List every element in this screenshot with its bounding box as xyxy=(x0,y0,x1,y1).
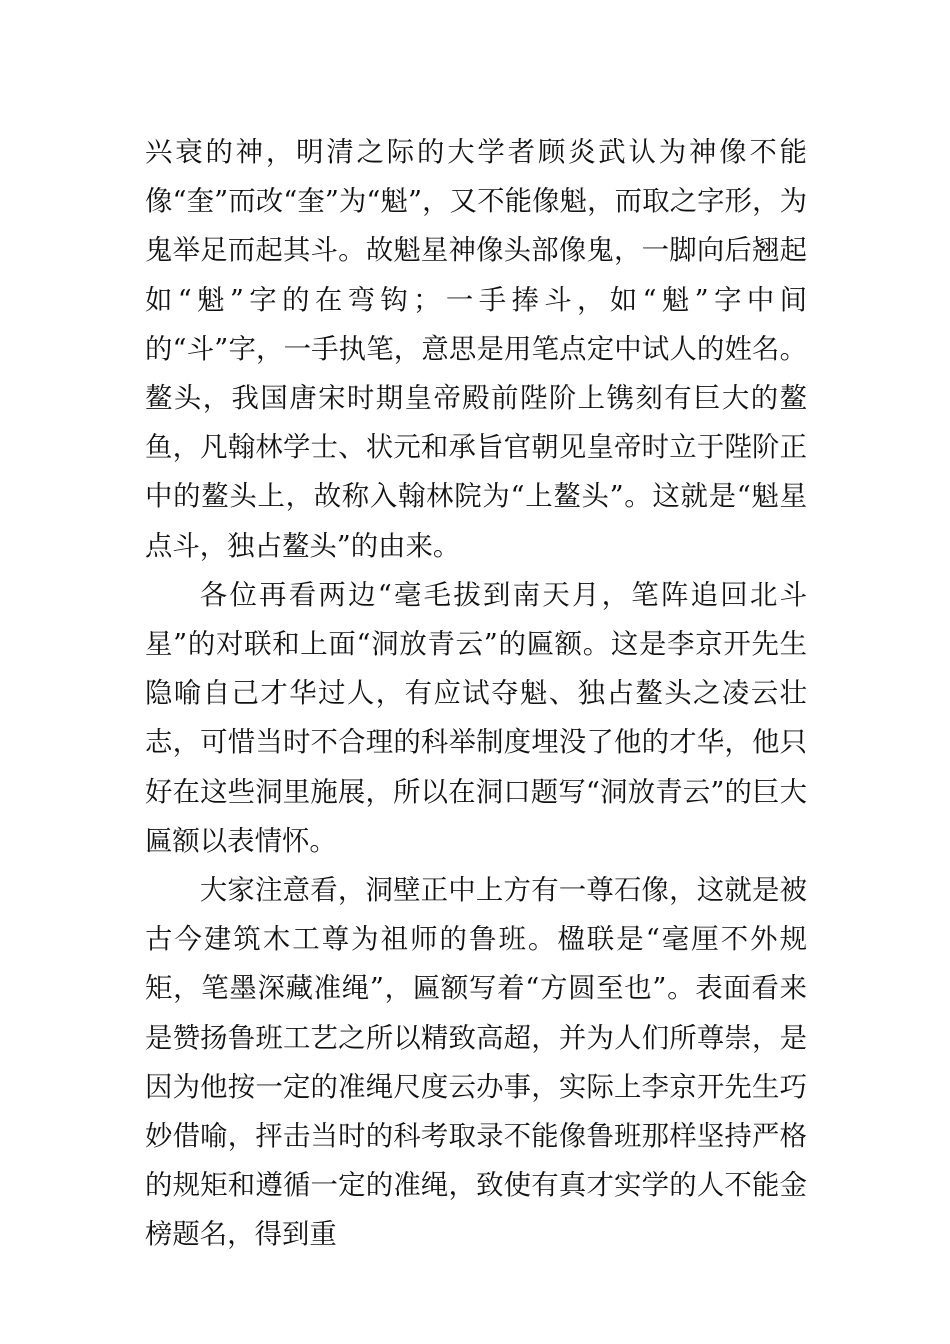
paragraph-luban: 大家注意看，洞壁正中上方有一尊石像，这就是被古今建筑木工尊为祖师的鲁班。楹联是“毫厘不外规矩，笔墨深藏准绳”，匾额写着“方圆至也”。表面看来是赞扬鲁班工艺之所以精致高超，并为人们所尊崇，是因为他按一定的准绳尺度云办事，实际上李京开先生巧妙借喻，抨击当时的科考取录不能像鲁班那样坚持严格的规矩和遵循一定的准绳，致使有真才实学的人不能金榜题名，得到重 xyxy=(145,875,807,1251)
paragraph-couplet: 各位再看两边“毫毛拔到南天月，笔阵追回北斗星”的对联和上面“洞放青云”的匾额。这是李京开先生隐喻自己才华过人，有应试夺魁、独占鳌头之凌云壮志，可惜当时不合理的科举制度埋没了他的才华，他只好在这些洞里施展，所以在洞口题写“洞放青云”的巨大匾额以表情怀。 xyxy=(145,579,807,857)
body-text xyxy=(145,128,807,1260)
paragraph-continued: 兴衰的神，明清之际的大学者顾炎武认为神像不能像“奎”而改“奎”为“魁”，又不能像魁，而取之字形，为鬼举足而起其斗。故魁星神像头部像鬼，一脚向后翘起如“魁”字的在弯钩；一手捧斗，如“魁”字中间的“斗”字，一手执笔，意思是用笔点定中试人的姓名。鳌头，我国唐宋时期皇帝殿前陛阶上镌刻有巨大的鳌鱼，凡翰林学士、状元和承旨官朝见皇帝时立于陛阶正中的鳌头上，故称入翰林院为“上鳌头”。这就是“魁星点斗，独占鳌头”的由来。 xyxy=(145,137,807,562)
